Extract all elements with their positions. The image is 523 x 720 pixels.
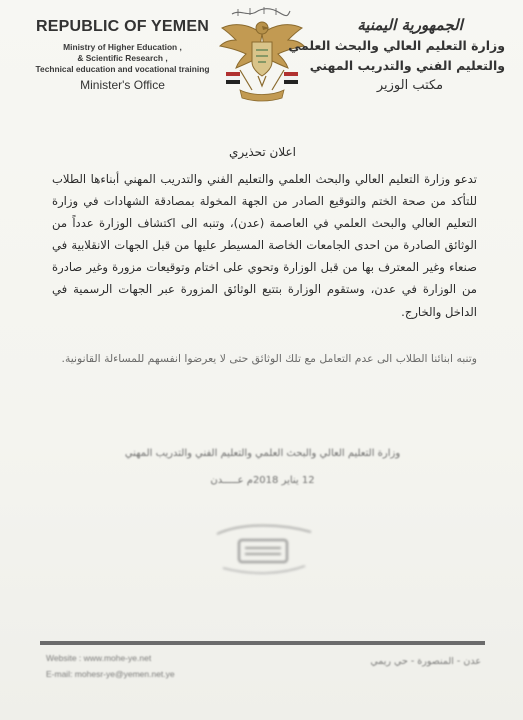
english-letterhead — [30, 18, 215, 92]
signature-date-line: 12 يناير 2018م عـــــدن — [210, 475, 315, 486]
yemen-eagle-emblem-icon — [212, 6, 312, 111]
office-en: Minister's Office — [80, 78, 165, 92]
footer-email: E-mail: mohesr-ye@yemen.net.ye — [46, 669, 175, 679]
announcement-paragraph-2: وتنبه ابنائنا الطلاب الى عدم التعامل مع تلك الوثائق حتى لا يعرضوا انفسهم للمساءلة القانونية. — [61, 352, 477, 365]
arabic-letterhead — [288, 14, 505, 96]
ministry-line-ar-1: وزارة التعليم العالي والبحث العلمي — [288, 38, 505, 53]
official-stamp-icon — [203, 512, 323, 582]
ministry-line-ar-2: والتعليم الفني والتدريب المهني — [309, 58, 505, 73]
republic-title-ar: الجمهورية اليمنية — [357, 16, 463, 34]
footer-website: Website : www.mohe-ye.net — [46, 653, 152, 663]
signature-ministry-line: وزارة التعليم العالي والبحث العلمي والتعليم الفني والتدريب المهني — [124, 448, 401, 459]
ministry-line-3: Technical education and vocational training — [35, 64, 210, 74]
ministry-line-2: & Scientific Research , — [77, 53, 168, 63]
announcement-title: اعلان تحذيري — [228, 145, 297, 159]
announcement-paragraph-1: تدعو وزارة التعليم العالي والبحث العلمي والتعليم الفني والتدريب المهني أبناءها الطلاب للتأكد من صحة الختم والتوقيع الصادر من الجهة المخولة بمصادقة الشهادات في وزارة التعليم العالي والبحث العلمي في العاصمة (عدن)، وتنبه الى اكتشاف الوزارة عدداً من الوثائق الصادرة من احدى الجامعات الخاصة المسيطر عليها من قبل الجهات الانقلابية في صنعاء وغير المعترف بها من قبل الوزارة وتحوي على اختام وتوقيعات مزورة وغير صادرة من الوزارة في عدن، وستقوم الوزارة بتتبع الوثائق المزورة عبر الجهات الرسمية في الداخل والخارج. — [52, 172, 477, 319]
office-ar: مكتب الوزير — [376, 78, 444, 93]
footer-divider — [40, 641, 485, 645]
footer-contact — [46, 650, 175, 682]
ministry-line-1: Ministry of Higher Education , — [63, 42, 182, 52]
footer-address: عدن - المنصورة - حي ريمي — [370, 656, 481, 667]
republic-title-en: REPUBLIC OF YEMEN — [36, 18, 209, 35]
